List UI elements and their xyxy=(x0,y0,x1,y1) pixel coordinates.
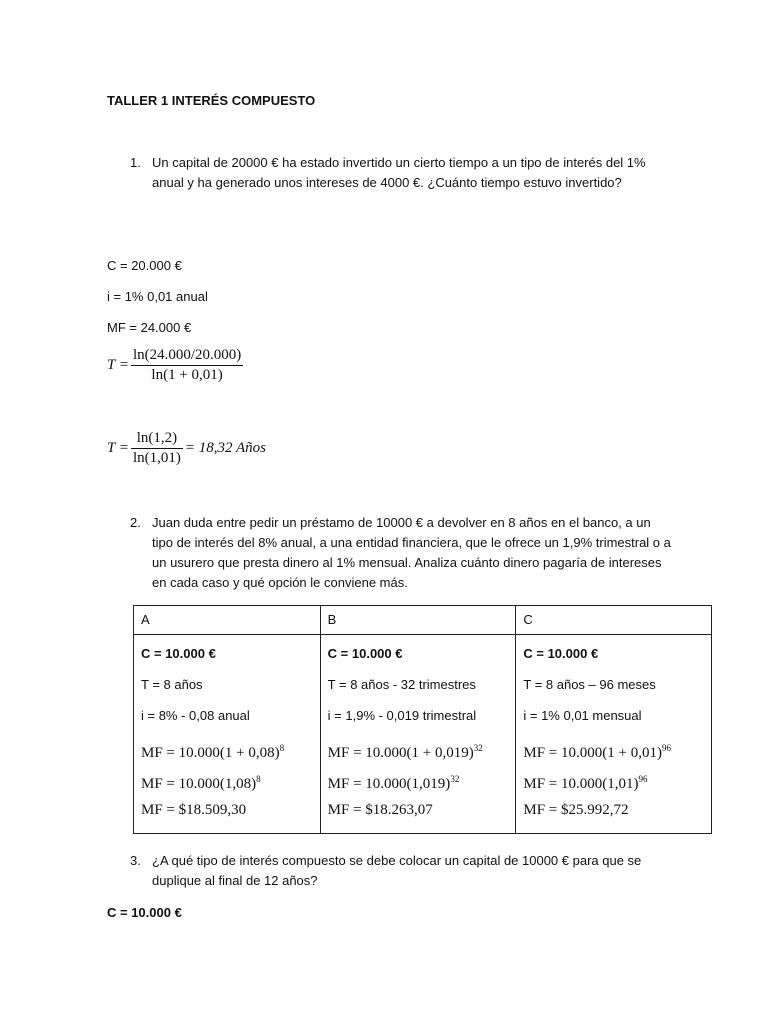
time-formula-2 xyxy=(107,429,266,468)
document-title: TALLER 1 INTERÉS COMPUESTO xyxy=(107,93,316,108)
formula-denominator: ln(1,01) xyxy=(132,450,181,466)
formula-lhs: T = xyxy=(107,440,129,456)
question-text: Juan duda entre pedir un préstamo de 10000 € a devolver en 8 años en el banco, a un tipo de interés del 8% anual, a una entidad financiera, que le ofrece un 1,9% trimestral o a un usurero que presta dinero al 1% mensual. Analiza cuánto dinero pagaría de intereses en cada caso y qué opción le conviene más. xyxy=(152,515,671,590)
formula-denominator: ln(1 + 0,01) xyxy=(151,367,223,383)
rate-value: i = 1% 0,01 mensual xyxy=(523,708,642,723)
formula-fraction xyxy=(131,346,243,385)
table-cell-a xyxy=(134,635,321,834)
table-header-row xyxy=(134,606,712,635)
formula-result: MF = $18.263,07 xyxy=(327,802,433,818)
formula-result: MF = $25.992,72 xyxy=(523,802,629,818)
table-row xyxy=(134,635,712,834)
formula-result: = 18,32 Años xyxy=(184,440,266,456)
question-text: Un capital de 20000 € ha estado invertido un cierto tiempo a un tipo de interés del 1% anual y ha generado unos intereses de 4000 €. ¿Cuánto tiempo estuvo invertido? xyxy=(152,155,646,190)
table-header-b: B xyxy=(320,606,516,635)
time-formula-1 xyxy=(107,346,245,385)
formula-line-1: MF = $10.000(1 + 0,01)^{96}$ xyxy=(523,743,671,761)
table-cell-b xyxy=(320,635,516,834)
formula-numerator: ln(24.000/20.000) xyxy=(131,346,243,366)
table-header-c: C xyxy=(516,606,712,635)
formula-lhs: T = xyxy=(107,357,129,373)
question-number: 1. xyxy=(130,155,141,170)
formula-fraction xyxy=(131,429,183,468)
capital-value: C = 20.000 € xyxy=(107,258,182,273)
formula-line-2: MF = $10.000(1,08)^8$ xyxy=(141,774,261,792)
time-value: T = 8 años – 96 meses xyxy=(523,677,656,692)
formula-line-2: MF = $10.000(1,01)^{96}$ xyxy=(523,774,648,792)
table-header-a: A xyxy=(134,606,321,635)
table-cell-c xyxy=(516,635,712,834)
formula-result: MF = $18.509,30 xyxy=(141,802,247,818)
time-value: T = 8 años xyxy=(141,677,203,692)
capital-value: C = 10.000 € xyxy=(141,646,216,661)
rate-value: i = 8% - 0,08 anual xyxy=(141,708,250,723)
capital-value: C = 10.000 € xyxy=(107,905,182,920)
rate-value: i = 1,9% - 0,019 trimestral xyxy=(327,708,477,723)
formula-numerator: ln(1,2) xyxy=(131,429,183,449)
final-amount-value: MF = 24.000 € xyxy=(107,320,192,335)
formula-line-1: MF = $10.000(1 + 0,08)^8$ xyxy=(141,743,285,761)
capital-value: C = 10.000 € xyxy=(327,646,403,661)
question-text: ¿A qué tipo de interés compuesto se debe colocar un capital de 10000 € para que se duplique al final de 12 años? xyxy=(152,853,642,888)
formula-line-2: MF = $10.000(1,019)^{32}$ xyxy=(327,774,460,792)
time-value: T = 8 años - 32 trimestres xyxy=(327,677,476,692)
comparison-table xyxy=(133,605,712,834)
capital-value: C = 10.000 € xyxy=(523,646,599,661)
interest-rate-value: i = 1% 0,01 anual xyxy=(107,289,208,304)
question-number: 2. xyxy=(130,515,141,530)
question-number: 3. xyxy=(130,853,141,868)
formula-line-1: MF = $10.000(1 + 0,019)^{32}$ xyxy=(327,743,483,761)
